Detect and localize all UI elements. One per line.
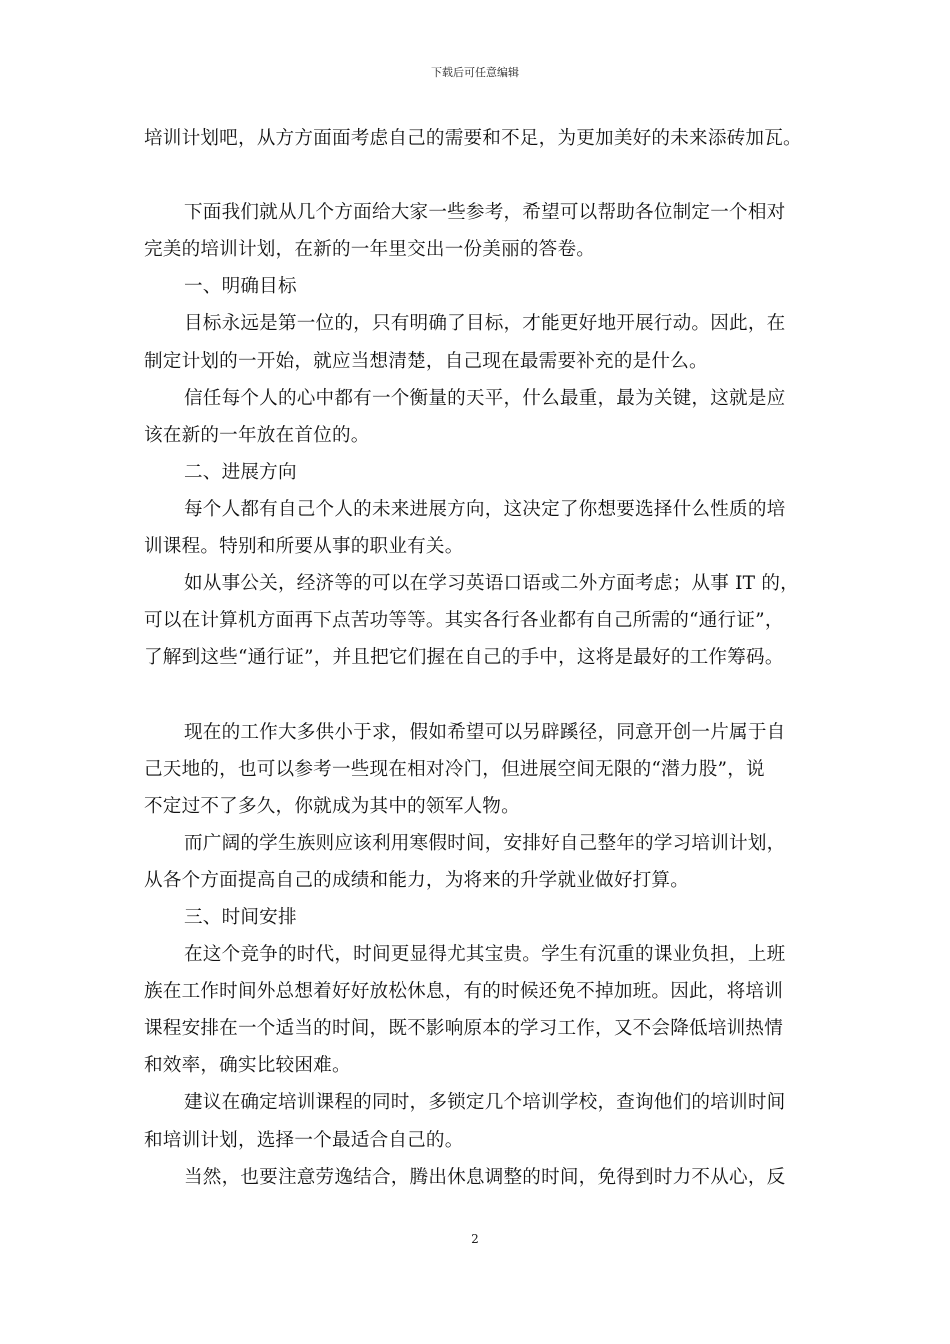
body-line: 训课程。特别和所要从事的职业有关。 [144, 536, 464, 558]
document-body [144, 120, 812, 1196]
paragraph-gap [144, 676, 812, 713]
paragraph-gap [144, 157, 812, 194]
body-line: 完美的培训计划，在新的一年里交出一份美丽的答卷。 [144, 239, 596, 261]
body-line: 从各个方面提高自己的成绩和能力，为将来的升学就业做好打算。 [144, 869, 690, 891]
body-line: 己天地的，也可以参考一些现在相对冷门，但进展空间无限的“潜力股”，说 [144, 758, 765, 780]
body-line: 和效率，确实比较困难。 [144, 1055, 351, 1077]
body-line: 在这个竞争的时代，时间更显得尤其宝贵。学生有沉重的课业负担，上班 [184, 944, 786, 966]
body-line: 下面我们就从几个方面给大家一些参考，希望可以帮助各位制定一个相对 [184, 202, 786, 224]
body-line: 培训计划吧，从方方面面考虑自己的需要和不足，为更加美好的未来添砖加瓦。 [144, 128, 802, 149]
body-line: 可以在计算机方面再下点苦功等等。其实各行各业都有自己所需的“通行证”， [144, 610, 784, 632]
section-heading: 三、时间安排 [184, 906, 297, 928]
body-line: 建议在确定培训课程的同时，多锁定几个培训学校，查询他们的培训时间 [184, 1092, 786, 1114]
body-line: 课程安排在一个适当的时间，既不影响原本的学习工作，又不会降低培训热情 [144, 1018, 783, 1040]
section-heading: 一、明确目标 [184, 276, 297, 298]
body-line: 目标永远是第一位的，只有明确了目标，才能更好地开展行动。因此，在 [184, 313, 786, 335]
body-line: 不定过不了多久，你就成为其中的领军人物。 [144, 795, 520, 817]
body-line: 该在新的一年放在首位的。 [144, 424, 370, 446]
body-line: 当然，也要注意劳逸结合，腾出休息调整的时间，免得到时力不从心，反 [184, 1166, 786, 1188]
body-line: 而广阔的学生族则应该利用寒假时间，安排好自己整年的学习培训计划， [184, 832, 786, 854]
body-line: 如从事公关，经济等的可以在学习英语口语或二外方面考虑；从事 IT 的， [184, 573, 799, 595]
page-number: 2 [471, 1232, 479, 1246]
page-header-note: 下载后可任意编辑 [431, 66, 519, 79]
section-heading: 二、进展方向 [184, 461, 297, 483]
body-line: 和培训计划，选择一个最适合自己的。 [144, 1129, 464, 1151]
body-line: 族在工作时间外总想着好好放松休息，有的时候还免不掉加班。因此，将培训 [144, 981, 783, 1003]
body-line: 制定计划的一开始，就应当想清楚，自己现在最需要补充的是什么。 [144, 350, 708, 372]
body-line: 现在的工作大多供小于求，假如希望可以另辟蹊径，同意开创一片属于自 [184, 721, 786, 743]
body-line: 信任每个人的心中都有一个衡量的天平，什么最重，最为关键，这就是应 [184, 387, 786, 409]
body-line: 每个人都有自己个人的未来进展方向，这决定了你想要选择什么性质的培 [184, 498, 786, 520]
body-line: 了解到这些“通行证”，并且把它们握在自己的手中，这将是最好的工作筹码。 [144, 647, 784, 669]
